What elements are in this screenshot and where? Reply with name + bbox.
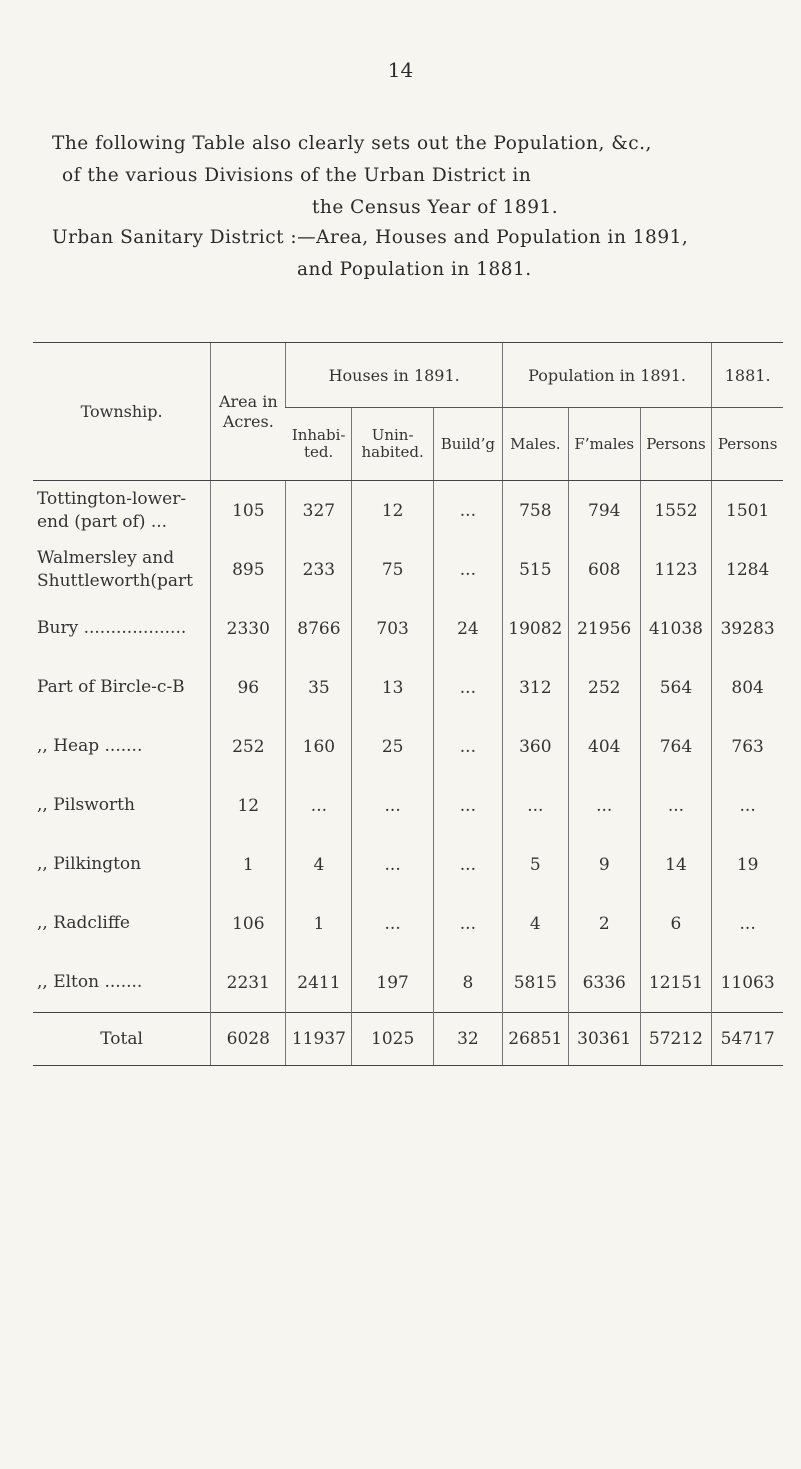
intro-line-1: The following Table also clearly sets out the Population, &c.,	[52, 133, 652, 154]
table-row	[33, 776, 783, 835]
cell-persons-1881: ...	[712, 894, 783, 953]
table-row	[33, 835, 783, 894]
cell-uninhabited: ...	[352, 776, 434, 835]
header-population-group: Population in 1891.	[502, 343, 711, 408]
cell-uninhabited: 13	[352, 658, 434, 717]
header-persons-1881: Persons	[712, 408, 783, 481]
table-heading	[52, 222, 772, 286]
cell-persons-1881: 804	[712, 658, 783, 717]
cell-persons-1881: 39283	[712, 599, 783, 658]
row-township: ,, Heap .......	[37, 736, 143, 756]
census-table	[33, 342, 783, 1066]
cell-area: 12	[211, 776, 286, 835]
total-label: Total	[33, 1013, 211, 1066]
cell-females: ...	[568, 776, 640, 835]
total-building: 32	[433, 1013, 502, 1066]
row-township: ,, Pilkington	[37, 854, 142, 874]
cell-area: 252	[211, 717, 286, 776]
row-township: Tottington-lower- end (part of) ...	[37, 488, 187, 532]
cell-persons: 6	[640, 894, 712, 953]
total-inhabited: 11937	[286, 1013, 352, 1066]
cell-uninhabited: ...	[352, 894, 434, 953]
table-row	[33, 953, 783, 1013]
cell-males: ...	[502, 776, 568, 835]
intro-paragraph	[52, 128, 772, 224]
row-township: Walmersley and Shuttleworth(part	[37, 547, 194, 591]
cell-persons-1881: 19	[712, 835, 783, 894]
cell-persons: 14	[640, 835, 712, 894]
cell-persons: 12151	[640, 953, 712, 1013]
cell-area: 1	[211, 835, 286, 894]
page-number: 14	[387, 58, 414, 82]
cell-females: 9	[568, 835, 640, 894]
total-row	[33, 1013, 783, 1066]
cell-inhabited: ...	[286, 776, 352, 835]
cell-males: 758	[502, 481, 568, 541]
row-township: Part of Bircle-c-B	[37, 677, 185, 697]
cell-males: 4	[502, 894, 568, 953]
cell-building: ...	[433, 540, 502, 599]
cell-persons-1881: 11063	[712, 953, 783, 1013]
header-males: Males.	[502, 408, 568, 481]
intro-line-3: the Census Year of 1891.	[312, 197, 559, 218]
header-persons: Persons	[640, 408, 712, 481]
cell-area: 895	[211, 540, 286, 599]
header-building: Build’g	[433, 408, 502, 481]
cell-persons-1881: 1501	[712, 481, 783, 541]
cell-inhabited: 1	[286, 894, 352, 953]
header-houses-group: Houses in 1891.	[286, 343, 502, 408]
header-females: F’males	[568, 408, 640, 481]
cell-inhabited: 327	[286, 481, 352, 541]
row-township: ,, Pilsworth	[37, 795, 135, 815]
cell-area: 105	[211, 481, 286, 541]
header-area: Area in Acres.	[211, 343, 286, 481]
cell-inhabited: 35	[286, 658, 352, 717]
cell-building: ...	[433, 658, 502, 717]
row-township: Bury ...................	[37, 618, 187, 638]
cell-males: 312	[502, 658, 568, 717]
total-uninhabited: 1025	[352, 1013, 434, 1066]
cell-area: 2330	[211, 599, 286, 658]
cell-building: 8	[433, 953, 502, 1013]
cell-females: 21956	[568, 599, 640, 658]
cell-uninhabited: 703	[352, 599, 434, 658]
cell-persons: 1123	[640, 540, 712, 599]
table-row	[33, 481, 783, 541]
table-row	[33, 599, 783, 658]
cell-uninhabited: 25	[352, 717, 434, 776]
cell-area: 106	[211, 894, 286, 953]
header-township: Township.	[33, 343, 211, 481]
cell-females: 252	[568, 658, 640, 717]
cell-uninhabited: 12	[352, 481, 434, 541]
cell-persons: 41038	[640, 599, 712, 658]
header-uninhabited: Unin-habited.	[352, 408, 434, 481]
cell-building: ...	[433, 717, 502, 776]
cell-persons: 1552	[640, 481, 712, 541]
cell-females: 404	[568, 717, 640, 776]
table-row	[33, 658, 783, 717]
total-persons: 57212	[640, 1013, 712, 1066]
total-persons-1881: 54717	[712, 1013, 783, 1066]
cell-females: 6336	[568, 953, 640, 1013]
cell-area: 2231	[211, 953, 286, 1013]
table-row	[33, 894, 783, 953]
total-females: 30361	[568, 1013, 640, 1066]
cell-building: ...	[433, 894, 502, 953]
table-row	[33, 717, 783, 776]
cell-inhabited: 160	[286, 717, 352, 776]
cell-inhabited: 233	[286, 540, 352, 599]
cell-building: ...	[433, 776, 502, 835]
cell-persons: ...	[640, 776, 712, 835]
cell-males: 360	[502, 717, 568, 776]
cell-building: ...	[433, 835, 502, 894]
cell-females: 2	[568, 894, 640, 953]
cell-building: ...	[433, 481, 502, 541]
cell-uninhabited: 197	[352, 953, 434, 1013]
total-area: 6028	[211, 1013, 286, 1066]
cell-inhabited: 4	[286, 835, 352, 894]
cell-inhabited: 2411	[286, 953, 352, 1013]
cell-area: 96	[211, 658, 286, 717]
cell-persons-1881: 1284	[712, 540, 783, 599]
cell-persons-1881: ...	[712, 776, 783, 835]
cell-males: 19082	[502, 599, 568, 658]
cell-uninhabited: 75	[352, 540, 434, 599]
header-inhabited: Inhabi-ted.	[286, 408, 352, 481]
cell-persons: 564	[640, 658, 712, 717]
cell-persons: 764	[640, 717, 712, 776]
row-township: ,, Radcliffe	[37, 913, 130, 933]
total-males: 26851	[502, 1013, 568, 1066]
cell-females: 794	[568, 481, 640, 541]
header-1881: 1881.	[712, 343, 783, 408]
cell-males: 515	[502, 540, 568, 599]
cell-building: 24	[433, 599, 502, 658]
intro-line-2: of the various Divisions of the Urban District in	[62, 165, 532, 186]
heading-line-1: Urban Sanitary District :—Area, Houses and Population in 1891,	[52, 227, 689, 248]
cell-persons-1881: 763	[712, 717, 783, 776]
table-row	[33, 540, 783, 599]
cell-females: 608	[568, 540, 640, 599]
cell-males: 5	[502, 835, 568, 894]
heading-line-2: and Population in 1881.	[297, 259, 532, 280]
cell-uninhabited: ...	[352, 835, 434, 894]
cell-males: 5815	[502, 953, 568, 1013]
row-township: ,, Elton .......	[37, 972, 143, 992]
cell-inhabited: 8766	[286, 599, 352, 658]
